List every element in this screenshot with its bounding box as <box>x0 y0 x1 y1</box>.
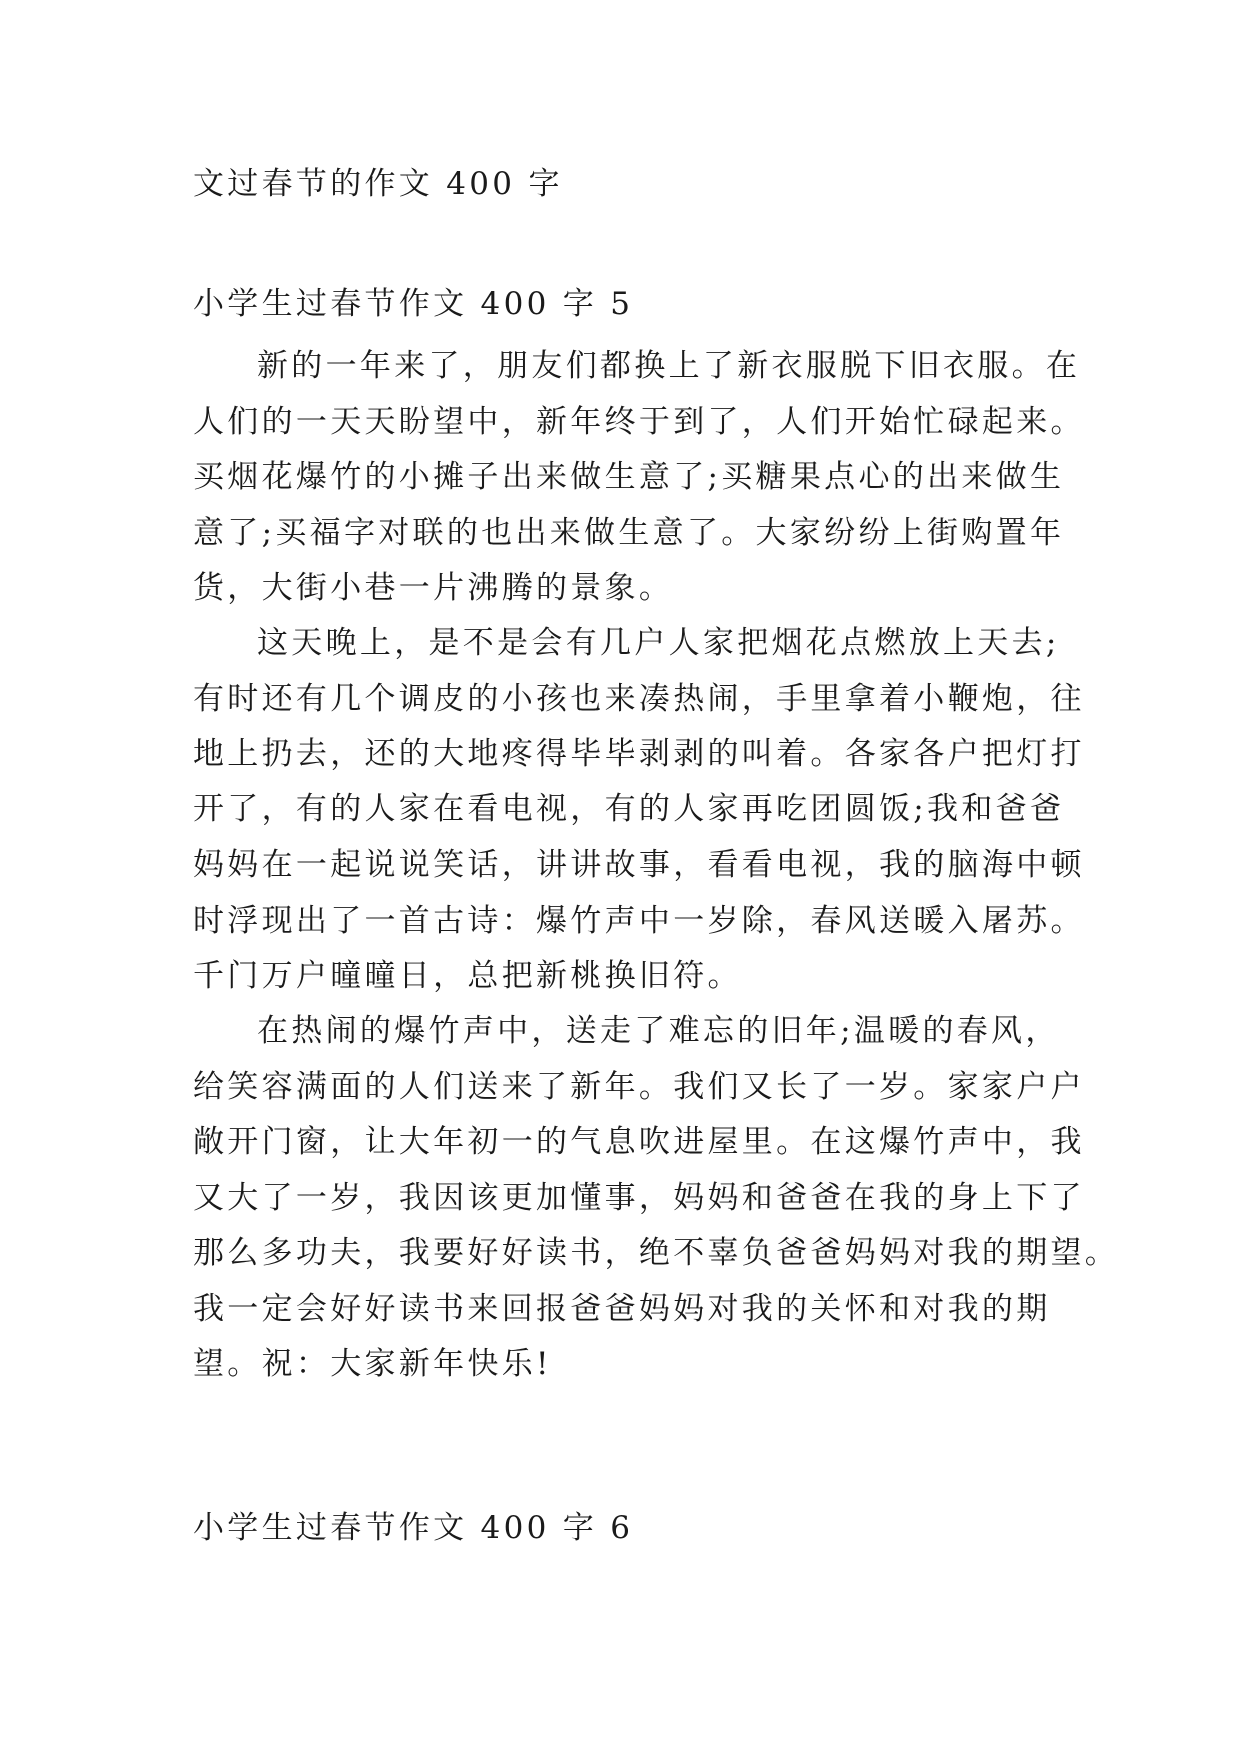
top-heading: 文过春节的作文 400 字 <box>193 166 563 202</box>
section-5-title: 小学生过春节作文 400 字 5 <box>193 286 634 322</box>
paragraph-1-line-5: 货，大街小巷一片沸腾的景象。 <box>193 570 674 606</box>
paragraph-3-line-4: 又大了一岁，我因该更加懂事，妈妈和爸爸在我的身上下了 <box>193 1180 1085 1216</box>
paragraph-2-line-5: 妈妈在一起说说笑话，讲讲故事，看看电视，我的脑海中顿 <box>193 847 1085 883</box>
paragraph-3-line-1: 在热闹的爆竹声中，送走了难忘的旧年;温暖的春风， <box>257 1013 1060 1049</box>
paragraph-2-line-3: 地上扔去，还的大地疼得毕毕剥剥的叫着。各家各户把灯打 <box>193 736 1085 772</box>
paragraph-1-line-3: 买烟花爆竹的小摊子出来做生意了;买糖果点心的出来做生 <box>193 459 1065 495</box>
section-6-title: 小学生过春节作文 400 字 6 <box>193 1510 634 1546</box>
paragraph-3-line-7: 望。祝：大家新年快乐! <box>193 1346 552 1382</box>
paragraph-1-line-2: 人们的一天天盼望中，新年终于到了，人们开始忙碌起来。 <box>193 404 1085 440</box>
paragraph-3-line-2: 给笑容满面的人们送来了新年。我们又长了一岁。家家户户 <box>193 1069 1085 1105</box>
paragraph-2-line-1: 这天晚上，是不是会有几户人家把烟花点燃放上天去; <box>257 625 1060 661</box>
paragraph-2-line-7: 千门万户曈曈日，总把新桃换旧符。 <box>193 958 742 994</box>
paragraph-3-line-3: 敞开门窗，让大年初一的气息吹进屋里。在这爆竹声中，我 <box>193 1124 1085 1160</box>
paragraph-2-line-6: 时浮现出了一首古诗：爆竹声中一岁除，春风送暖入屠苏。 <box>193 903 1085 939</box>
paragraph-3-line-5: 那么多功夫，我要好好读书，绝不辜负爸爸妈妈对我的期望。 <box>193 1235 1120 1271</box>
paragraph-2-line-4: 开了，有的人家在看电视，有的人家再吃团圆饭;我和爸爸 <box>193 791 1065 827</box>
paragraph-2-line-2: 有时还有几个调皮的小孩也来凑热闹，手里拿着小鞭炮，往 <box>193 681 1085 717</box>
paragraph-1-line-1: 新的一年来了，朋友们都换上了新衣服脱下旧衣服。在 <box>257 348 1081 384</box>
paragraph-1-line-4: 意了;买福字对联的也出来做生意了。大家纷纷上街购置年 <box>193 515 1065 551</box>
paragraph-3-line-6: 我一定会好好读书来回报爸爸妈妈对我的关怀和对我的期 <box>193 1291 1051 1327</box>
